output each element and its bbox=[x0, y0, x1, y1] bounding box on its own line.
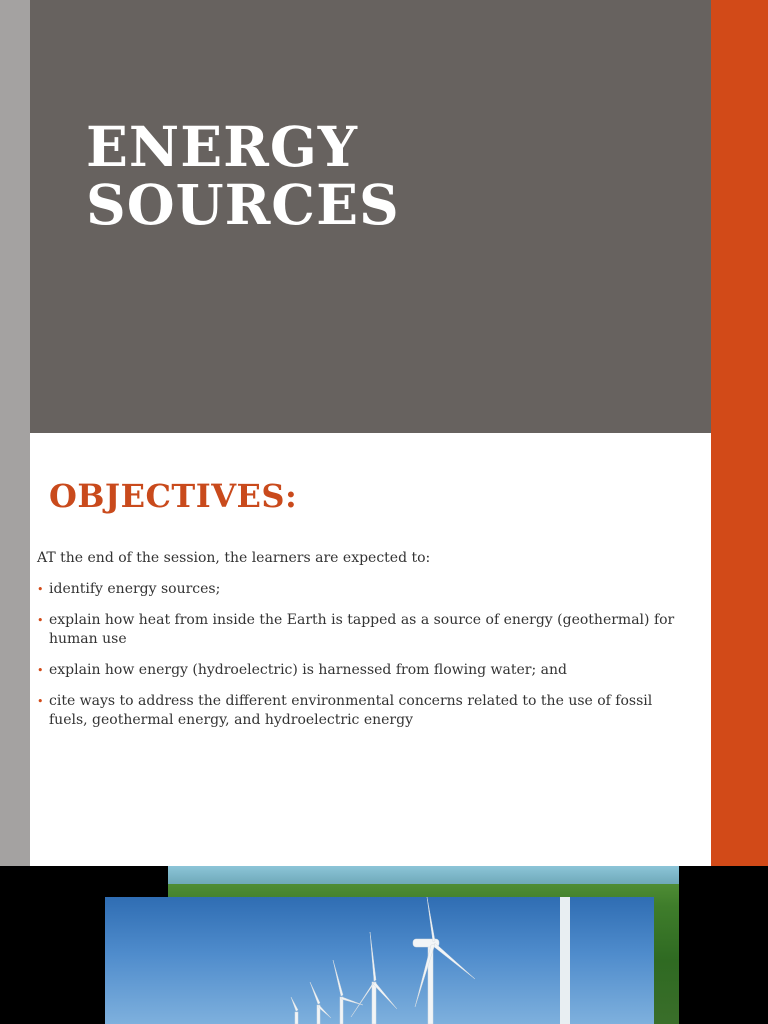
wind-turbines-photo bbox=[105, 897, 654, 1024]
sky-strip bbox=[168, 866, 679, 884]
objectives-intro: AT the end of the session, the learners are expected to: bbox=[37, 550, 431, 566]
title-slide bbox=[0, 0, 768, 433]
bullet-icon: • bbox=[37, 583, 44, 596]
objective-item bbox=[37, 580, 682, 599]
left-accent-strip bbox=[0, 0, 30, 866]
objective-item bbox=[37, 661, 682, 680]
objectives-slide bbox=[30, 433, 711, 866]
objective-text: explain how heat from inside the Earth is tapped as a source of energy (geothermal) for human use bbox=[49, 612, 675, 647]
photo-slide bbox=[0, 866, 768, 1024]
objectives-heading: OBJECTIVES: bbox=[49, 477, 298, 515]
objective-item bbox=[37, 611, 682, 649]
turbine-icon bbox=[333, 960, 363, 1024]
turbine-icon bbox=[310, 982, 331, 1024]
turbine-icon bbox=[351, 932, 397, 1024]
slide-title bbox=[86, 114, 400, 237]
turbine-icon bbox=[413, 897, 475, 1024]
turbine-pole bbox=[560, 897, 570, 1024]
objectives-list bbox=[37, 580, 682, 742]
objective-text: explain how energy (hydroelectric) is harnessed from flowing water; and bbox=[49, 662, 567, 678]
bullet-icon: • bbox=[37, 664, 44, 677]
bullet-icon: • bbox=[37, 695, 44, 708]
right-accent-strip bbox=[711, 0, 768, 866]
title-line-1: ENERGY bbox=[86, 114, 359, 179]
wind-turbines-illustration bbox=[105, 897, 654, 1024]
objective-item bbox=[37, 692, 682, 730]
bullet-icon: • bbox=[37, 614, 44, 627]
objective-text: cite ways to address the different environmental concerns related to the use of fossil fuels, geothermal energy, and hydroelectric energy bbox=[49, 693, 653, 728]
turbine-icon bbox=[291, 997, 298, 1024]
title-line-2: SOURCES bbox=[86, 172, 400, 237]
objective-text: identify energy sources; bbox=[49, 581, 221, 597]
